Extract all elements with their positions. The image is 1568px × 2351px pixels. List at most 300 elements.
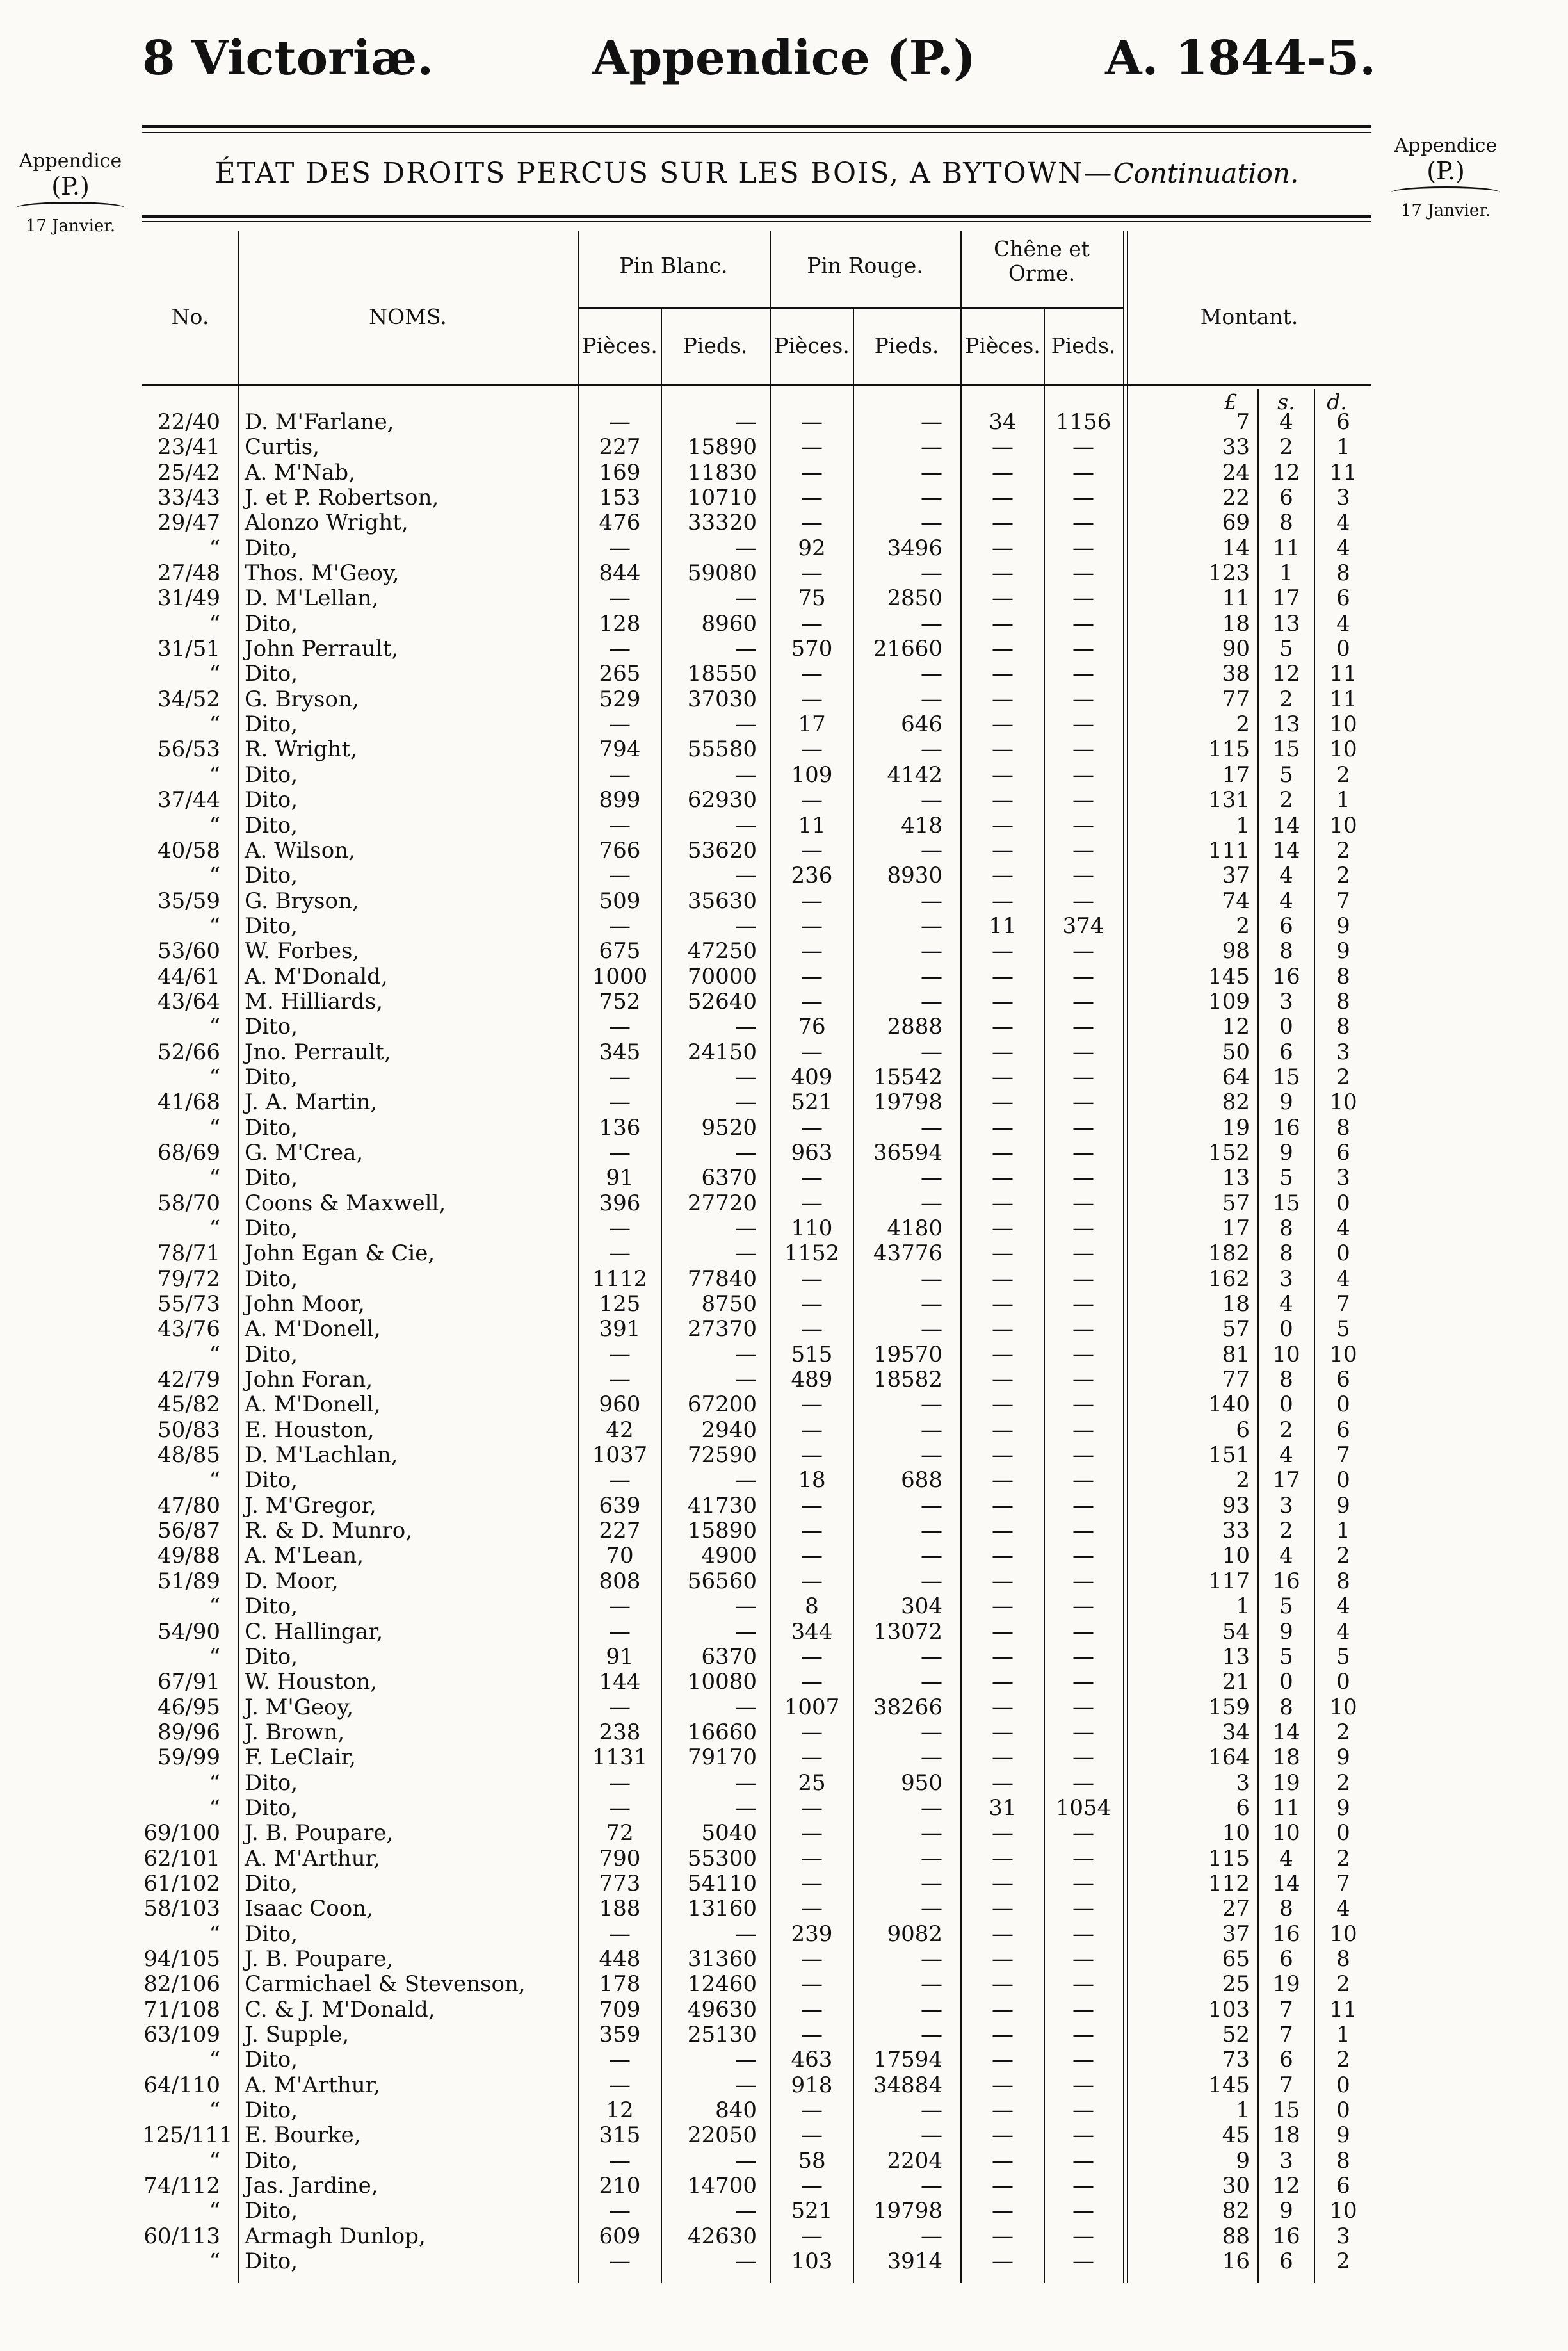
cell-no: “	[209, 610, 220, 637]
table-row	[142, 2249, 1371, 2274]
cell-l: 145	[1208, 963, 1250, 989]
cell-p1: 128	[599, 610, 641, 637]
cell-p2: 463	[791, 2047, 833, 2073]
cell-p1: 345	[599, 1039, 641, 1065]
cell-name: Curtis,	[245, 434, 319, 460]
cell-p2: 489	[791, 1367, 833, 1393]
cell-p2: —	[801, 1971, 823, 1997]
cell-f3: —	[1072, 787, 1094, 813]
cell-f2: 4142	[887, 761, 942, 788]
cell-p1: —	[609, 1216, 631, 1241]
cell-p3: —	[992, 736, 1014, 763]
cell-f3: —	[1072, 1265, 1094, 1292]
cell-f1: —	[735, 1794, 757, 1821]
cell-f1: —	[735, 1618, 757, 1645]
cell-d: 6	[1336, 1139, 1350, 1166]
cell-p2: —	[801, 888, 823, 914]
cell-f2: —	[921, 1417, 942, 1443]
cell-p1: —	[609, 1014, 631, 1040]
cell-f3: —	[1072, 1643, 1094, 1670]
cell-d: 8	[1336, 2147, 1350, 2174]
cell-l: 82	[1222, 2198, 1250, 2224]
cell-no: 51/89	[158, 1568, 220, 1594]
cell-p2: —	[801, 1543, 823, 1569]
cell-p2: —	[801, 1719, 823, 1745]
cell-d: 4	[1336, 610, 1350, 637]
cell-l: 103	[1208, 1996, 1250, 2022]
table-row	[142, 1620, 1371, 1645]
cell-s: 7	[1279, 2022, 1293, 2047]
cell-no: 89/96	[158, 1719, 220, 1745]
cell-f3: —	[1072, 1669, 1094, 1695]
cell-f3: —	[1072, 1971, 1094, 1997]
cell-f1: 15890	[687, 434, 757, 460]
cell-l: 73	[1222, 2047, 1250, 2073]
cell-f2: —	[921, 1971, 942, 1997]
ledger-rows	[142, 410, 1371, 2274]
cell-f3: —	[1072, 510, 1094, 536]
cell-f3: —	[1072, 888, 1094, 914]
cell-f1: 59080	[687, 560, 757, 587]
cell-p3: —	[992, 1467, 1014, 1493]
cell-p3: —	[992, 2072, 1014, 2098]
cell-no: 31/49	[158, 585, 220, 612]
cell-s: 9	[1279, 1089, 1293, 1116]
cell-no: 82/106	[143, 1971, 220, 1997]
cell-p1: 238	[599, 1719, 641, 1745]
unit-shillings: s.	[1277, 389, 1295, 414]
cell-no: 43/76	[158, 1316, 220, 1342]
cell-name: Dito,	[245, 1769, 298, 1796]
table-row	[142, 1670, 1371, 1695]
cell-no: 48/85	[158, 1442, 220, 1468]
cell-f1: 49630	[687, 1996, 757, 2022]
cell-no: 71/108	[143, 1996, 220, 2022]
cell-p2: 1152	[784, 1241, 840, 1267]
cell-p3: —	[992, 1518, 1014, 1544]
cell-name: Dito,	[245, 610, 298, 637]
cell-s: 11	[1272, 535, 1300, 561]
cell-f1: 10080	[687, 1669, 757, 1695]
cell-name: Alonzo Wright,	[245, 510, 408, 536]
cell-f2: 304	[901, 1593, 942, 1620]
cell-p2: —	[801, 1442, 823, 1468]
cell-p1: 178	[599, 1971, 641, 1997]
cell-no: “	[209, 712, 220, 738]
cell-name: Dito,	[245, 761, 298, 788]
cell-f3: —	[1072, 1543, 1094, 1569]
cell-f3: 374	[1062, 913, 1104, 939]
cell-d: 0	[1336, 2072, 1350, 2098]
cell-s: 16	[1272, 2223, 1300, 2249]
cell-f2: —	[921, 1543, 942, 1569]
cell-p1: 529	[599, 686, 641, 712]
cell-f2: —	[921, 1265, 942, 1292]
cell-d: 10	[1329, 812, 1357, 838]
cell-p1: 42	[606, 1417, 634, 1443]
cell-l: 12	[1222, 1014, 1250, 1040]
cell-f1: 18550	[687, 661, 757, 687]
cell-f2: —	[921, 2173, 942, 2199]
cell-p1: —	[609, 1921, 631, 1947]
cell-no: 64/110	[143, 2072, 220, 2098]
cell-p1: —	[609, 636, 631, 662]
cell-s: 5	[1279, 761, 1293, 788]
cell-p1: —	[609, 1694, 631, 1720]
cell-f3: —	[1072, 2047, 1094, 2073]
cell-name: Dito,	[245, 1216, 298, 1241]
cell-f1: 25130	[687, 2022, 757, 2047]
cell-name: Dito,	[245, 1467, 298, 1493]
cell-l: 18	[1222, 1291, 1250, 1317]
cell-f3: —	[1072, 837, 1094, 863]
cell-l: 69	[1222, 510, 1250, 536]
cell-s: 0	[1279, 1669, 1293, 1695]
cell-f3: —	[1072, 988, 1094, 1014]
cell-d: 5	[1336, 1643, 1350, 1670]
cell-s: 4	[1279, 1845, 1293, 1871]
table-row	[142, 788, 1371, 813]
table-row	[142, 2123, 1371, 2148]
cell-name: M. Hilliards,	[245, 988, 384, 1014]
cell-p1: 1000	[592, 963, 648, 989]
cell-f3: —	[1072, 863, 1094, 889]
cell-p1: 1131	[592, 1745, 648, 1771]
cell-f2: 9082	[887, 1921, 942, 1947]
table-row	[142, 1292, 1371, 1317]
side-note-right	[1385, 134, 1507, 220]
cell-f3: —	[1072, 1467, 1094, 1493]
cell-name: J. B. Poupare,	[245, 1946, 394, 1972]
cell-f2: —	[921, 610, 942, 637]
cell-d: 9	[1336, 913, 1350, 939]
cell-l: 11	[1222, 585, 1250, 612]
cell-f2: 418	[901, 812, 942, 838]
cell-d: 4	[1336, 1216, 1350, 1241]
cell-f2: —	[921, 1946, 942, 1972]
cell-d: 0	[1336, 2097, 1350, 2124]
cell-p2: 17	[798, 712, 826, 738]
cell-s: 8	[1279, 1896, 1293, 1922]
cell-f2: —	[921, 1165, 942, 1191]
cell-d: 3	[1336, 1165, 1350, 1191]
cell-s: 0	[1279, 1392, 1293, 1418]
cell-p3: —	[992, 1367, 1014, 1393]
cell-f2: 15542	[873, 1064, 942, 1090]
cell-l: 123	[1208, 560, 1250, 587]
cell-f1: 41730	[687, 1492, 757, 1518]
cell-f1: —	[735, 1139, 757, 1166]
cell-f2: —	[921, 409, 942, 435]
cell-f1: 55300	[687, 1845, 757, 1871]
cell-f2: —	[921, 963, 942, 989]
cell-name: Dito,	[245, 1265, 298, 1292]
cell-l: 13	[1222, 1165, 1250, 1191]
cell-no: 55/73	[158, 1291, 220, 1317]
cell-no: 56/87	[158, 1518, 220, 1544]
table-row	[142, 1216, 1371, 1241]
cell-d: 2	[1336, 1064, 1350, 1090]
cell-s: 6	[1279, 2249, 1293, 2275]
cell-f2: —	[921, 888, 942, 914]
cell-s: 8	[1279, 1694, 1293, 1720]
cell-d: 10	[1329, 1341, 1357, 1367]
cell-l: 37	[1222, 863, 1250, 889]
table-row	[142, 1141, 1371, 1166]
cell-p1: —	[609, 2047, 631, 2073]
cell-s: 16	[1272, 1114, 1300, 1141]
cell-p2: —	[801, 485, 823, 511]
cell-name: A. M'Lean,	[245, 1543, 364, 1569]
cell-d: 0	[1336, 1669, 1350, 1695]
cell-name: Jas. Jardine,	[245, 2173, 378, 2199]
table-row	[142, 737, 1371, 762]
cell-no: 46/95	[158, 1694, 220, 1720]
cell-p2: —	[801, 1996, 823, 2022]
cell-p3: —	[992, 2223, 1014, 2249]
cell-no: 50/83	[158, 1417, 220, 1443]
cell-f1: 10710	[687, 485, 757, 511]
cell-s: 3	[1279, 2147, 1293, 2174]
cell-f3: —	[1072, 2022, 1094, 2047]
cell-p2: —	[801, 1568, 823, 1594]
col-header-montant: Montant.	[1200, 304, 1298, 329]
cell-no: “	[209, 2047, 220, 2073]
cell-f1: 72590	[687, 1442, 757, 1468]
cell-p2: 109	[791, 761, 833, 788]
cell-name: John Perrault,	[245, 636, 399, 662]
cell-name: Jno. Perrault,	[245, 1039, 391, 1065]
cell-f1: 67200	[687, 1392, 757, 1418]
cell-name: D. M'Lachlan,	[245, 1442, 398, 1468]
cell-l: 7	[1236, 409, 1250, 435]
cell-s: 15	[1272, 1190, 1300, 1216]
cell-p1: 12	[606, 2097, 634, 2124]
cell-name: Dito,	[245, 1064, 298, 1090]
cell-l: 14	[1222, 535, 1250, 561]
cell-name: G. Bryson,	[245, 686, 359, 712]
cell-no: 52/66	[158, 1039, 220, 1065]
cell-f1: 56560	[687, 1568, 757, 1594]
cell-no: 69/100	[143, 1820, 220, 1846]
cell-p3: —	[992, 1896, 1014, 1922]
cell-f1: —	[735, 1089, 757, 1116]
cell-l: 24	[1222, 459, 1250, 485]
cell-p3: —	[992, 963, 1014, 989]
cell-p2: —	[801, 1392, 823, 1418]
cell-p2: —	[801, 1643, 823, 1670]
cell-f3: —	[1072, 1114, 1094, 1141]
cell-p3: —	[992, 938, 1014, 964]
cell-f3: —	[1072, 2249, 1094, 2275]
cell-p1: —	[609, 1467, 631, 1493]
cell-d: 0	[1336, 1190, 1350, 1216]
cell-f1: —	[735, 2072, 757, 2098]
cell-p2: 76	[798, 1014, 826, 1040]
cell-s: 2	[1279, 434, 1293, 460]
table-row	[142, 1014, 1371, 1039]
cell-f3: —	[1072, 761, 1094, 788]
cell-name: Dito,	[245, 2147, 298, 2174]
cell-d: 8	[1336, 1568, 1350, 1594]
cell-d: 6	[1336, 409, 1350, 435]
cell-l: 112	[1208, 1870, 1250, 1896]
cell-f2: —	[921, 560, 942, 587]
cell-name: Dito,	[245, 1643, 298, 1670]
cell-f1: —	[735, 1593, 757, 1620]
cell-d: 9	[1336, 2122, 1350, 2149]
cell-f1: 27720	[687, 1190, 757, 1216]
cell-f2: 4180	[887, 1216, 942, 1241]
cell-p1: 639	[599, 1492, 641, 1518]
cell-f3: —	[1072, 1165, 1094, 1191]
cell-f3: —	[1072, 963, 1094, 989]
cell-p3: —	[992, 560, 1014, 587]
cell-f1: 22050	[687, 2122, 757, 2149]
cell-d: 11	[1329, 686, 1357, 712]
cell-f1: 77840	[687, 1265, 757, 1292]
cell-name: D. Moor,	[245, 1568, 339, 1594]
cell-s: 10	[1272, 1341, 1300, 1367]
table-row	[142, 989, 1371, 1014]
cell-p2: —	[801, 1745, 823, 1771]
cell-f1: 4900	[701, 1543, 757, 1569]
cell-f2: —	[921, 485, 942, 511]
cell-f2: —	[921, 1316, 942, 1342]
cell-name: Dito,	[245, 2047, 298, 2073]
cell-name: Dito,	[245, 787, 298, 813]
cell-f2: —	[921, 434, 942, 460]
subhead-pieces-1: Pièces.	[582, 333, 658, 358]
table-row	[142, 2174, 1371, 2199]
cell-p1: —	[609, 1794, 631, 1821]
cell-d: 4	[1336, 1896, 1350, 1922]
cell-d: 8	[1336, 1114, 1350, 1141]
cell-p3: —	[992, 1820, 1014, 1846]
table-row	[142, 1418, 1371, 1443]
cell-name: Dito,	[245, 863, 298, 889]
cell-no: “	[209, 1114, 220, 1141]
cell-f3: —	[1072, 1996, 1094, 2022]
cell-p1: —	[609, 2198, 631, 2224]
cell-d: 4	[1336, 510, 1350, 536]
cell-no: “	[209, 1341, 220, 1367]
cell-p3: —	[992, 2147, 1014, 2174]
cell-s: 16	[1272, 1921, 1300, 1947]
cell-f3: —	[1072, 1946, 1094, 1972]
table-row	[142, 1317, 1371, 1342]
cell-no: 54/90	[158, 1618, 220, 1645]
cell-f3: —	[1072, 1139, 1094, 1166]
cell-p1: 227	[599, 1518, 641, 1544]
table-row	[142, 410, 1371, 435]
cell-no: 45/82	[158, 1392, 220, 1418]
cell-l: 1	[1236, 812, 1250, 838]
cell-f3: —	[1072, 1820, 1094, 1846]
cell-s: 4	[1279, 1442, 1293, 1468]
subhead-pieds-3: Pieds.	[1051, 333, 1116, 358]
cell-f1: 27370	[687, 1316, 757, 1342]
cell-name: A. M'Arthur,	[245, 2072, 380, 2098]
cell-name: Thos. M'Geoy,	[245, 560, 400, 587]
cell-f2: 36594	[873, 1139, 942, 1166]
cell-no: “	[209, 2097, 220, 2124]
cell-f2: 13072	[873, 1618, 942, 1645]
cell-f1: —	[735, 1921, 757, 1947]
cell-p3: —	[992, 1114, 1014, 1141]
cell-f1: —	[735, 913, 757, 939]
cell-s: 6	[1279, 1039, 1293, 1065]
cell-s: 7	[1279, 1996, 1293, 2022]
cell-no: 27/48	[158, 560, 220, 587]
cell-p3: —	[992, 888, 1014, 914]
cell-name: F. LeClair,	[245, 1745, 356, 1771]
cell-f3: —	[1072, 1367, 1094, 1393]
cell-f3: 1054	[1055, 1794, 1111, 1821]
cell-d: 8	[1336, 988, 1350, 1014]
cell-d: 0	[1336, 1467, 1350, 1493]
cell-f3: —	[1072, 2072, 1094, 2098]
cell-f2: —	[921, 1745, 942, 1771]
cell-no: “	[209, 661, 220, 687]
cell-l: 27	[1222, 1896, 1250, 1922]
cell-f1: 8750	[701, 1291, 757, 1317]
cell-p2: 918	[791, 2072, 833, 2098]
cell-f3: —	[1072, 686, 1094, 712]
cell-p2: 8	[805, 1593, 819, 1620]
cell-s: 4	[1279, 409, 1293, 435]
cell-f2: —	[921, 1896, 942, 1922]
cell-no: 25/42	[158, 459, 220, 485]
cell-name: E. Bourke,	[245, 2122, 361, 2149]
cell-s: 7	[1279, 2072, 1293, 2098]
cell-name: W. Forbes,	[245, 938, 360, 964]
cell-p1: 899	[599, 787, 641, 813]
cell-p2: —	[801, 837, 823, 863]
cell-l: 93	[1222, 1492, 1250, 1518]
cell-p3: —	[992, 459, 1014, 485]
cell-f1: —	[735, 2147, 757, 2174]
cell-s: 9	[1279, 1139, 1293, 1166]
cell-name: John Foran,	[245, 1367, 373, 1393]
cell-l: 82	[1222, 1089, 1250, 1116]
cell-p2: —	[801, 610, 823, 637]
cell-no: 79/72	[158, 1265, 220, 1292]
cell-f3: —	[1072, 610, 1094, 637]
cell-d: 10	[1329, 1921, 1357, 1947]
cell-p1: 188	[599, 1896, 641, 1922]
table-row	[142, 637, 1371, 662]
cell-p1: 808	[599, 1568, 641, 1594]
cell-p1: 396	[599, 1190, 641, 1216]
cell-no: 35/59	[158, 888, 220, 914]
cell-f2: —	[921, 661, 942, 687]
cell-s: 12	[1272, 459, 1300, 485]
cell-f3: —	[1072, 434, 1094, 460]
cell-l: 90	[1222, 636, 1250, 662]
cell-p1: 72	[606, 1820, 634, 1846]
cell-f1: 5040	[701, 1820, 757, 1846]
cell-l: 77	[1222, 1367, 1250, 1393]
cell-p2: 1007	[784, 1694, 840, 1720]
cell-s: 4	[1279, 1543, 1293, 1569]
cell-name: Dito,	[245, 2198, 298, 2224]
subhead-pieces-2: Pièces.	[774, 333, 850, 358]
table-row	[142, 2199, 1371, 2224]
cell-p2: —	[801, 2097, 823, 2124]
table-row	[142, 586, 1371, 611]
table-row	[142, 1594, 1371, 1619]
